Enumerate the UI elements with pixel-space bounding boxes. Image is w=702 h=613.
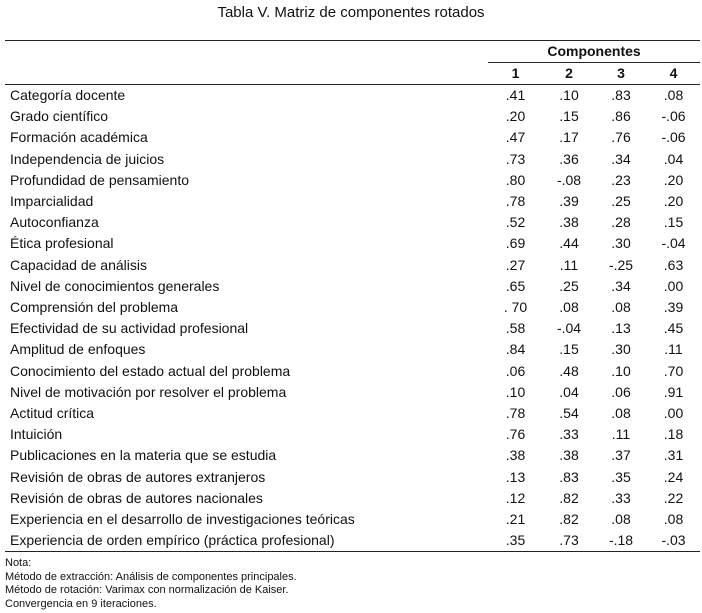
table-row	[5, 297, 700, 318]
loading-value: .04	[663, 150, 684, 167]
loading-value: .00	[663, 277, 684, 294]
loading-value: .69	[505, 235, 526, 252]
row-label: Ética profesional	[10, 235, 114, 252]
table-title: Tabla V. Matriz de componentes rotados	[217, 4, 485, 21]
loading-value: .20	[663, 193, 684, 210]
loading-value: .36	[559, 150, 579, 167]
row-label: Imparcialidad	[10, 193, 94, 210]
column-header: 2	[543, 63, 595, 85]
loading-value: .48	[559, 362, 579, 379]
loading-value: .34	[611, 277, 631, 294]
loading-value: .35	[611, 468, 631, 485]
loading-value: .82	[559, 511, 579, 528]
row-label: Nivel de motivación por resolver el problema	[10, 383, 287, 400]
loading-value: .13	[505, 468, 526, 485]
table-row	[5, 339, 700, 360]
loading-value: .08	[559, 299, 579, 316]
loading-value: .31	[663, 447, 684, 464]
loading-value: .18	[663, 426, 684, 443]
loading-value: .47	[505, 129, 526, 146]
column-header: 1	[488, 63, 543, 85]
loading-value: -.06	[661, 129, 686, 146]
loading-value: .30	[611, 235, 631, 252]
table-row	[5, 318, 700, 339]
loading-value: .38	[559, 447, 579, 464]
table-row	[5, 149, 700, 170]
loading-value: .37	[611, 447, 631, 464]
loading-value: .21	[505, 511, 526, 528]
loading-value: .25	[559, 277, 579, 294]
loading-value: .41	[505, 87, 526, 103]
rotated-component-matrix	[5, 40, 700, 552]
loading-value: .28	[611, 214, 631, 231]
table-row	[5, 255, 700, 276]
loading-value: .23	[611, 171, 631, 188]
loading-value: .34	[611, 150, 631, 167]
row-label: Revisión de obras de autores nacionales	[10, 489, 263, 506]
loading-value: .08	[663, 511, 684, 528]
loading-value: .22	[663, 489, 684, 506]
row-label: Categoría docente	[10, 87, 126, 103]
loading-value: .13	[611, 320, 631, 337]
loading-value: .15	[559, 108, 579, 125]
loading-value: .65	[505, 277, 526, 294]
row-label: Autoconfianza	[10, 214, 99, 231]
column-header: 4	[647, 63, 700, 85]
loading-value: .00	[663, 405, 684, 422]
loading-value: -.04	[556, 320, 582, 337]
table-row	[5, 212, 700, 233]
loading-value: .39	[559, 193, 579, 210]
loading-value: .10	[505, 383, 526, 400]
table-row	[5, 170, 700, 191]
loading-value: -.25	[608, 256, 634, 273]
table-row	[5, 106, 700, 127]
loading-value: .80	[505, 171, 526, 188]
table-row	[5, 85, 700, 107]
table-row	[5, 276, 700, 297]
loading-value: .06	[505, 362, 526, 379]
table-row	[5, 509, 700, 530]
loading-value: -.06	[661, 108, 686, 125]
loading-value: .11	[664, 341, 683, 358]
loading-value: .86	[611, 108, 631, 125]
loading-value: .52	[505, 214, 526, 231]
row-label: Experiencia de orden empírico (práctica profesional)	[5, 530, 488, 552]
table-row	[5, 403, 700, 424]
row-label: Actitud crítica	[10, 405, 95, 422]
row-label: Independencia de juicios	[10, 150, 165, 167]
loading-value: -.04	[661, 235, 686, 252]
row-label: Profundidad de pensamiento	[10, 171, 190, 188]
table-row	[5, 424, 700, 445]
loading-value: .63	[663, 256, 684, 273]
row-label: Publicaciones en la materia que se estudia	[10, 447, 277, 464]
loading-value: .84	[505, 341, 526, 358]
row-label: Grado científico	[10, 108, 109, 125]
loading-value: .82	[559, 489, 579, 506]
loading-value: .11	[559, 256, 579, 273]
table-row	[5, 127, 700, 148]
loading-value: .35	[488, 530, 543, 552]
loading-value: -.18	[595, 530, 647, 552]
note-line: Método de rotación: Varimax con normalización de Kaiser.	[5, 584, 289, 597]
loading-value: .76	[505, 426, 526, 443]
note-line: Convergencia en 9 iteraciones.	[5, 597, 157, 610]
loading-value: .08	[611, 299, 631, 316]
row-label: Capacidad de análisis	[10, 256, 147, 273]
row-label: Amplitud de enfoques	[10, 341, 146, 358]
loading-value: .83	[559, 468, 579, 485]
loading-value: .44	[559, 235, 579, 252]
loading-value: .83	[611, 87, 631, 103]
column-header: 3	[595, 63, 647, 85]
note-line: Método de extracción: Análisis de componentes principales.	[5, 570, 297, 583]
loading-value: .78	[505, 405, 526, 422]
loading-value: .17	[559, 129, 579, 146]
loading-value: .45	[663, 320, 684, 337]
loading-value: .27	[505, 256, 526, 273]
loading-value: .04	[559, 383, 579, 400]
loading-value: .15	[663, 214, 684, 231]
loading-value: .20	[663, 171, 684, 188]
loading-value: .24	[663, 468, 684, 485]
loading-value: .38	[559, 214, 579, 231]
table-row	[5, 191, 700, 212]
table-row	[5, 467, 700, 488]
loading-value: .30	[611, 341, 631, 358]
row-label: Comprensión del problema	[10, 299, 179, 316]
loading-value: -.08	[556, 171, 582, 188]
row-label: Nivel de conocimientos generales	[10, 277, 220, 294]
loading-value: .33	[611, 489, 631, 506]
loading-value: .06	[611, 383, 631, 400]
row-label: Experiencia en el desarrollo de investigaciones teóricas	[10, 511, 355, 528]
loading-value: .73	[505, 150, 526, 167]
loading-value: .38	[505, 447, 526, 464]
row-label: Conocimiento del estado actual del problema	[10, 362, 291, 379]
loading-value: .11	[611, 426, 631, 443]
loading-value: . 70	[503, 299, 528, 316]
loading-value: .12	[505, 489, 526, 506]
components-header: Componentes	[488, 41, 700, 63]
row-label: Intuición	[10, 426, 63, 443]
loading-value: .15	[559, 341, 579, 358]
loading-value: .08	[611, 405, 631, 422]
table-row	[5, 382, 700, 403]
row-label: Efectividad de su actividad profesional	[10, 320, 249, 337]
loading-value: .58	[505, 320, 526, 337]
table-row	[5, 361, 700, 382]
loading-value: .76	[611, 129, 631, 146]
loading-value: .54	[559, 405, 579, 422]
table-notes	[5, 557, 297, 611]
loading-value: .78	[505, 193, 526, 210]
loading-value: -.03	[647, 530, 700, 552]
table-row	[5, 488, 700, 509]
loading-value: .08	[611, 511, 631, 528]
loading-value: .91	[663, 383, 684, 400]
loading-value: .39	[663, 299, 684, 316]
loading-value: .70	[663, 362, 684, 379]
note-line: Nota:	[5, 557, 32, 569]
row-label: Formación académica	[10, 129, 148, 146]
table-row	[5, 530, 700, 552]
loading-value: .33	[559, 426, 579, 443]
loading-value: .10	[611, 362, 631, 379]
row-label: Revisión de obras de autores extranjeros	[10, 468, 266, 485]
loading-value: .10	[559, 87, 579, 103]
table-row	[5, 233, 700, 254]
loading-value: .08	[663, 87, 684, 103]
loading-value: .73	[543, 530, 595, 552]
table-row	[5, 445, 700, 466]
loading-value: .20	[505, 108, 526, 125]
loading-value: .25	[611, 193, 631, 210]
